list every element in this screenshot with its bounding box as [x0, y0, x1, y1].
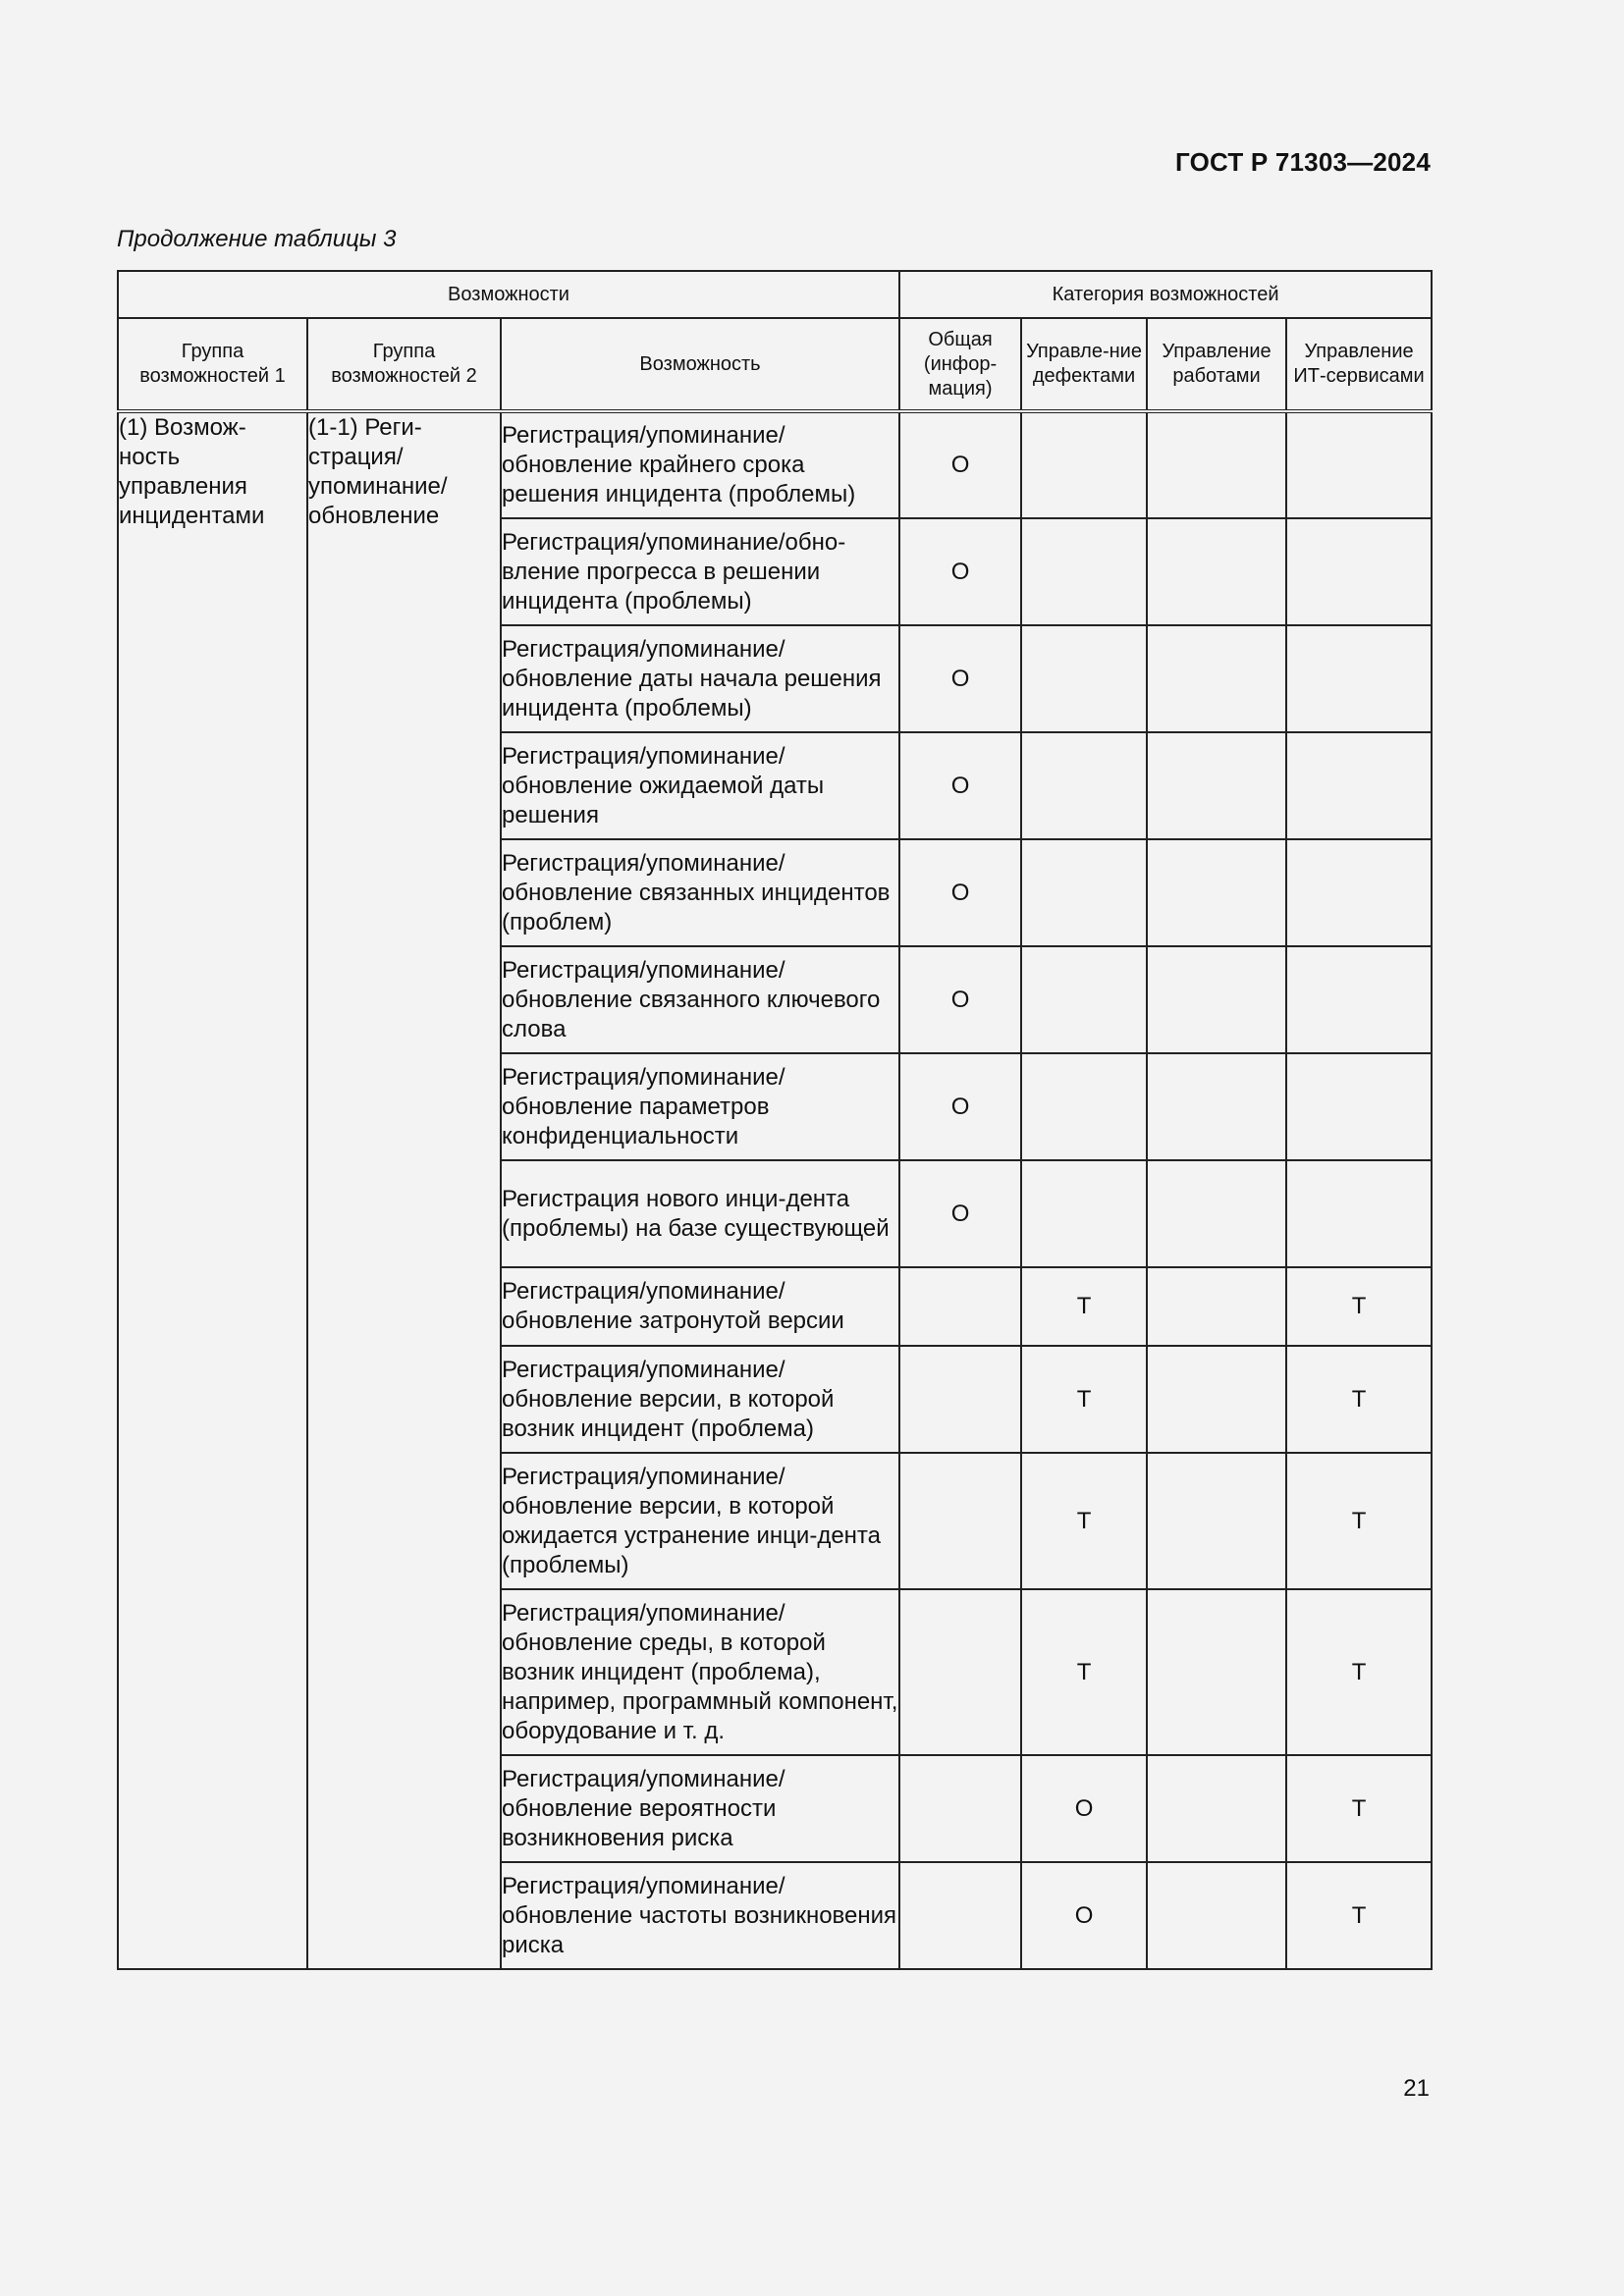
capabilities-table	[117, 270, 1433, 1970]
itservices-cell	[1286, 411, 1432, 518]
works-cell	[1147, 1346, 1286, 1453]
capability-cell: Регистрация/упоминание/ обновление частоты возникновения риска	[501, 1862, 899, 1969]
defects-cell	[1021, 1160, 1147, 1267]
capability-cell: Регистрация/упоминание/ обновление связанного ключевого слова	[501, 946, 899, 1053]
itservices-cell	[1286, 946, 1432, 1053]
works-cell	[1147, 1053, 1286, 1160]
capability-cell: Регистрация нового инци-дента (проблемы) на базе существующей	[501, 1160, 899, 1267]
table-row	[118, 411, 1432, 518]
works-cell	[1147, 946, 1286, 1053]
header-capabilities: Возможности	[118, 271, 899, 318]
itservices-cell	[1286, 732, 1432, 839]
page-number: 21	[1403, 2075, 1430, 2102]
itservices-cell	[1286, 1053, 1432, 1160]
defects-cell: О	[1021, 1755, 1147, 1862]
capability-cell: Регистрация/упоминание/ обновление ожидаемой даты решения	[501, 732, 899, 839]
general-cell: О	[899, 946, 1021, 1053]
works-cell	[1147, 625, 1286, 732]
column-header-itservices: Управление ИТ-сервисами	[1286, 318, 1432, 411]
column-header-works: Управление работами	[1147, 318, 1286, 411]
defects-cell	[1021, 625, 1147, 732]
defects-cell: Т	[1021, 1453, 1147, 1589]
general-cell: О	[899, 1053, 1021, 1160]
itservices-cell	[1286, 1160, 1432, 1267]
general-cell	[899, 1589, 1021, 1755]
itservices-cell: Т	[1286, 1862, 1432, 1969]
table-caption: Продолжение таблицы 3	[117, 226, 397, 252]
column-header-capability: Возможность	[501, 318, 899, 411]
general-cell	[899, 1346, 1021, 1453]
capability-cell: Регистрация/упоминание/ обновление параметров конфиденциальности	[501, 1053, 899, 1160]
capability-cell: Регистрация/упоминание/ обновление версии, в которой возник инцидент (проблема)	[501, 1346, 899, 1453]
document-id: ГОСТ Р 71303—2024	[1175, 147, 1431, 177]
general-cell: О	[899, 411, 1021, 518]
works-cell	[1147, 411, 1286, 518]
itservices-cell	[1286, 518, 1432, 625]
general-cell	[899, 1453, 1021, 1589]
defects-cell	[1021, 839, 1147, 946]
itservices-cell: Т	[1286, 1589, 1432, 1755]
group1-cell: (1) Возмож-ность управления инцидентами	[118, 411, 307, 1969]
itservices-cell	[1286, 839, 1432, 946]
general-cell	[899, 1267, 1021, 1346]
general-cell: О	[899, 625, 1021, 732]
defects-cell	[1021, 946, 1147, 1053]
defects-cell	[1021, 732, 1147, 839]
works-cell	[1147, 1589, 1286, 1755]
works-cell	[1147, 1160, 1286, 1267]
works-cell	[1147, 1453, 1286, 1589]
works-cell	[1147, 518, 1286, 625]
works-cell	[1147, 1862, 1286, 1969]
defects-cell: О	[1021, 1862, 1147, 1969]
works-cell	[1147, 839, 1286, 946]
capability-cell: Регистрация/упоминание/обно-вление прогресса в решении инцидента (проблемы)	[501, 518, 899, 625]
column-header-group2: Группа возможностей 2	[307, 318, 501, 411]
general-cell: О	[899, 1160, 1021, 1267]
defects-cell	[1021, 1053, 1147, 1160]
defects-cell: Т	[1021, 1267, 1147, 1346]
capability-cell: Регистрация/упоминание/ обновление версии, в которой ожидается устранение инци-дента (проблемы)	[501, 1453, 899, 1589]
column-header-group1: Группа возможностей 1	[118, 318, 307, 411]
capability-cell: Регистрация/упоминание/ обновление связанных инцидентов (проблем)	[501, 839, 899, 946]
itservices-cell: Т	[1286, 1453, 1432, 1589]
itservices-cell	[1286, 625, 1432, 732]
general-cell: О	[899, 518, 1021, 625]
general-cell: О	[899, 732, 1021, 839]
itservices-cell: Т	[1286, 1267, 1432, 1346]
header-category: Категория возможностей	[899, 271, 1432, 318]
works-cell	[1147, 1267, 1286, 1346]
capability-cell: Регистрация/упоминание/ обновление среды, в которой возник инцидент (проблема), например, программный компонент, оборудование и т. д.	[501, 1589, 899, 1755]
general-cell	[899, 1755, 1021, 1862]
capability-cell: Регистрация/упоминание/ обновление крайнего срока решения инцидента (проблемы)	[501, 411, 899, 518]
group2-cell: (1-1) Реги-страция/ упоминание/ обновление	[307, 411, 501, 1969]
defects-cell	[1021, 518, 1147, 625]
general-cell	[899, 1862, 1021, 1969]
column-header-defects: Управле-ние дефектами	[1021, 318, 1147, 411]
capability-cell: Регистрация/упоминание/ обновление вероятности возникновения риска	[501, 1755, 899, 1862]
defects-cell	[1021, 411, 1147, 518]
defects-cell: Т	[1021, 1589, 1147, 1755]
capability-cell: Регистрация/упоминание/ обновление затронутой версии	[501, 1267, 899, 1346]
itservices-cell: Т	[1286, 1346, 1432, 1453]
works-cell	[1147, 1755, 1286, 1862]
capability-cell: Регистрация/упоминание/ обновление даты начала решения инцидента (проблемы)	[501, 625, 899, 732]
defects-cell: Т	[1021, 1346, 1147, 1453]
itservices-cell: Т	[1286, 1755, 1432, 1862]
general-cell: О	[899, 839, 1021, 946]
column-header-general: Общая (инфор-мация)	[899, 318, 1021, 411]
works-cell	[1147, 732, 1286, 839]
